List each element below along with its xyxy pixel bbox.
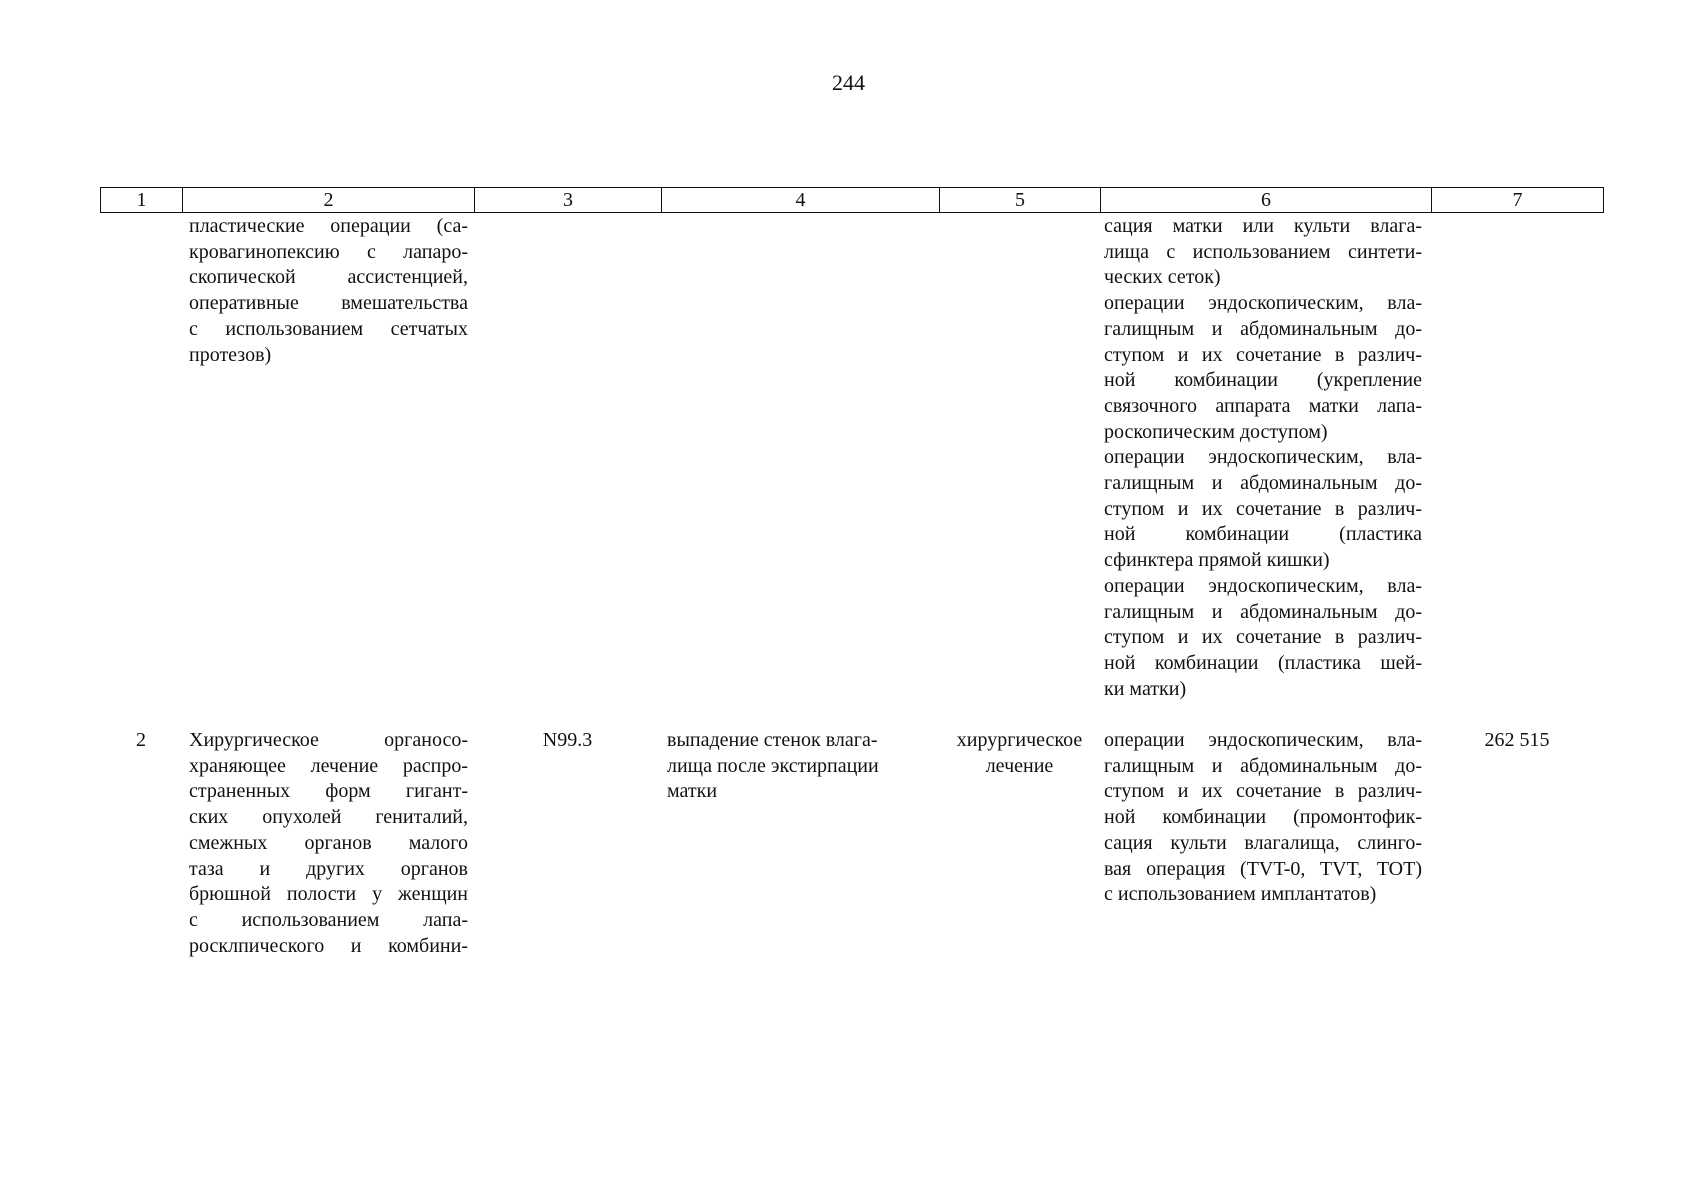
text-line: галищным и абдоминальным до- [1104,317,1422,340]
care-type-name [189,728,468,959]
text-line: брюшной полости у женщин [189,883,468,906]
text-line: ной комбинации (промонтофик- [1104,806,1422,829]
column-3-header: 3 [475,188,662,213]
text-line: ских опухолей гениталий, [189,806,468,829]
text-line: ческих сеток) [1104,266,1221,289]
text-line: операции эндоскопическим, вла- [1104,292,1422,315]
text-line: страненных форм гигант- [189,780,468,803]
text-line: ной комбинации (пластика [1104,523,1422,546]
text-line: операции эндоскопическим, вла- [1104,574,1422,597]
text-line: скопической ассистенцией, [189,266,468,289]
continuation-treatment-methods [1104,214,1422,702]
text-line: росклпического и комбини- [189,934,468,957]
text-line: пластические операции (са- [189,215,468,237]
text-line: протезов) [189,343,272,366]
text-line: галищным и абдоминальным до- [1104,472,1422,495]
row-number: 2 [136,729,146,751]
text-line: ной комбинации (укрепление [1104,369,1422,392]
text-line: вая операция (TVT-0, TVT, TOT) [1104,857,1422,880]
text-line: матки [667,780,718,803]
text-line: с использованием имплантатов) [1104,883,1377,906]
text-line: кровагинопексию с лапаро- [189,240,468,263]
text-line: сация культи влагалища, слинго- [1104,831,1422,854]
continuation-method-group [189,214,468,368]
column-5-header: 5 [940,188,1101,213]
text-line: лища после экстирпации [667,754,879,777]
text-line: роскопическим доступом) [1104,420,1328,443]
text-line: ступом и их сочетание в различ- [1104,343,1422,366]
text-line: ступом и их сочетание в различ- [1104,626,1422,649]
text-line: ной комбинации (пластика шей- [1104,651,1422,674]
text-line: сфинктера прямой кишки) [1104,549,1330,572]
text-line: хирургическое [956,729,1083,751]
column-7-header: 7 [1432,188,1604,213]
page-number: 244 [832,70,865,95]
text-line: связочного аппарата матки лапа- [1104,394,1422,417]
text-line: ступом и их сочетание в различ- [1104,780,1422,803]
text-line: сация матки или культи влага- [1104,215,1422,237]
column-2-header: 2 [183,188,475,213]
column-number-header [100,187,1604,213]
column-6-header: 6 [1101,188,1432,213]
text-line: выпадение стенок влага- [667,729,878,751]
text-line: галищным и абдоминальным до- [1104,754,1422,777]
text-line: ступом и их сочетание в различ- [1104,497,1422,520]
text-line: лечение [985,754,1054,777]
column-4-header: 4 [662,188,940,213]
text-line: таза и других органов [189,857,468,880]
text-line: оперативные вмешательства [189,292,468,315]
treatment-type [939,728,1100,779]
text-line: галищным и абдоминальным до- [1104,600,1422,623]
text-line: смежных органов малого [189,831,468,854]
text-line: операции эндоскопическим, вла- [1104,446,1422,469]
column-1-header: 1 [101,188,183,213]
text-line: Хирургическое органосо- [189,729,468,751]
treatment-method [1104,728,1422,908]
diagnosis-code: N99.3 [542,729,593,751]
text-line: ки матки) [1104,677,1187,700]
text-line: храняющее лечение распро- [189,754,468,777]
text-line: с использованием лапа- [189,908,468,931]
patient-model [667,728,933,805]
funding-amount: 262 515 [1484,729,1550,751]
text-line: лища с использованием синтети- [1104,240,1422,263]
text-line: с использованием сетчатых [189,317,468,340]
text-line: операции эндоскопическим, вла- [1104,729,1422,751]
